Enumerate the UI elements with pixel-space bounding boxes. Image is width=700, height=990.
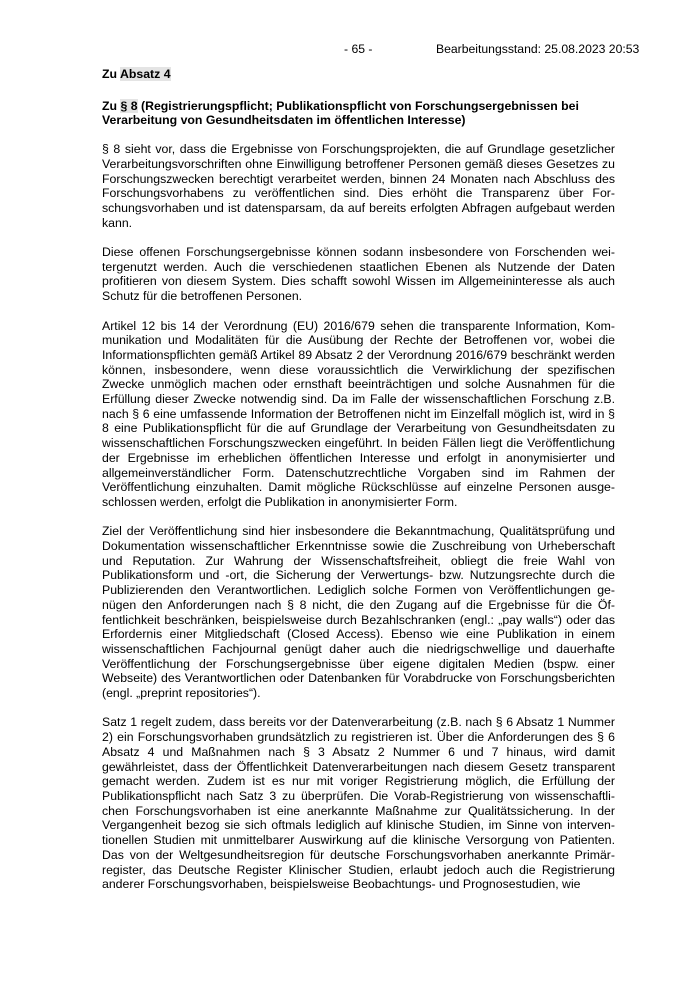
heading-section-prefix: Zu xyxy=(102,98,121,113)
paragraph: § 8 sieht vor, dass die Ergebnisse von Forschungsprojekten, die auf Grundlage gesetzlicher Verarbeitungsvorschriften ohne Einwilligung betroffener Personen gemäß dieses Gesetzes zu Forschungszwecken berechtigt verarbeitet werden, binnen 24 Monaten nach Abschluss des Forschungsvorhabens zu veröffentlichen sind. Dies erhöht die Transparenz über Forschungsvorhaben und ist datensparsam, da auf bereits erfolgten Abfragen aufgebaut werden kann. xyxy=(102,142,615,230)
page-header xyxy=(0,41,700,57)
heading-absatz xyxy=(102,67,615,82)
paragraph: Artikel 12 bis 14 der Verordnung (EU) 2016/679 sehen die transparente Information, Kommunikation und Modalitäten für die Ausübung der Rechte der Betroffenen vor, wobei die Informationspflichten gemäß Artikel 89 Absatz 2 der Verordnung 2016/679 beschränkt werden können, insbesondere, wenn diese voraussichtlich die Verwirklichung der spezifischen Zwecke unmöglich machen oder ernsthaft beeinträchtigen und solche Ausnahmen für die Erfüllung dieser Zwecke notwendig sind. Da im Falle der wissenschaftlichen Forschung z.B. nach § 6 eine umfassende Information der Betroffenen nicht im Einzelfall möglich ist, wird in § 8 eine Publikationspflicht für die auf Grundlage der Verarbeitung von Gesundheitsdaten zu wissenschaftlichen Forschungszwecken eingeführt. In beiden Fällen liegt die Veröffentlichung der Ergebnisse im erheblichen öffentlichen Interesse und erfolgt in anonymisierter und allgemeinverständlicher Form. Datenschutzrechtliche Vorgaben sind im Rahmen der Veröffentlichung einzuhalten. Damit mögliche Rückschlüsse auf einzelne Personen ausgeschlossen werden, erfolgt die Publikation in anonymisierter Form. xyxy=(102,318,615,509)
heading-section xyxy=(102,99,615,128)
heading-absatz-prefix: Zu xyxy=(102,67,120,81)
heading-absatz-highlight: Absatz 4 xyxy=(119,67,171,81)
paragraph: Satz 1 regelt zudem, dass bereits vor der Datenverarbeitung (z.B. nach § 6 Absatz 1 Nummer 2) ein Forschungsvorhaben grundsätzlich zu registrieren ist. Über die Anforderungen des § 6 Absatz 4 und Maßnahmen nach § 3 Absatz 2 Nummer 6 und 7 hinaus, wird damit gewährleistet, dass der Öffentlichkeit Datenverarbeitungen nach diesem Gesetz transparent gemacht werden. Zudem ist es nur mit voriger Registrierung möglich, die Erfüllung der Publikationspflicht nach Satz 3 zu überprüfen. Die Vorab-Registrierung von wissenschaftlichen Forschungsvorhaben ist eine anerkannte Maßnahme zur Qualitätssicherung. In der Vergangenheit bezog sie sich oftmals lediglich auf klinische Studien, im Sinne von interventionellen Studien mit unmittelbarer Auswirkung auf die klinische Versorgung von Patienten. Das von der Weltgesundheitsregion für deutsche Forschungsvorhaben anerkannte Primärregister, das Deutsche Register Klinischer Studien, erlaubt jedoch auch die Registrierung anderer Forschungsvorhaben, beispielsweise Beobachtungs- und Prognosestudien, wie xyxy=(102,715,615,892)
heading-section-highlight: § 8 xyxy=(120,98,138,113)
heading-section-title: (Registrierungspflicht; Publikationspflicht von Forschungsergebnissen bei Verarbeitung von Gesundheitsdaten im öffentlichen Interesse) xyxy=(102,98,579,128)
document-body xyxy=(102,67,615,907)
paragraph: Diese offenen Forschungsergebnisse können sodann insbesondere von Forschenden weitergenutzt werden. Auch die verschiedenen staatlichen Ebenen als Nutzende der Daten profitieren von diesem System. Dies schafft sowohl Wissen im Allgemeininteresse als auch Schutz für die betroffenen Personen. xyxy=(102,245,615,304)
paragraph: Ziel der Veröffentlichung sind hier insbesondere die Bekanntmachung, Qualitätsprüfung und Dokumentation wissenschaftlicher Erkenntnisse sowie die Zuschreibung von Urheberschaft und Reputation. Zur Wahrung der Wissenschaftsfreiheit, obliegt die freie Wahl von Publikationsform und -ort, die Sicherung der Verwertungs- bzw. Nutzungsrechte durch die Publizierenden den Verantwortlichen. Lediglich solche Formen von Veröffentlichungen genügen den Anforderungen nach § 8 nicht, die den Zugang auf die Ergebnisse für die Öffentlichkeit beschränken, beispielsweise durch Bezahlschranken (engl.: „pay walls“) oder das Erfordernis einer Mitgliedschaft (Closed Access). Ebenso wie eine Publikation in einem wissenschaftlichen Fachjournal genügt daher auch die niedrigschwellige und dauerhafte Veröffentlichung der Forschungsergebnisse über eigene digitalen Medien (bspw. einer Webseite) des Verantwortlichen oder Datenbanken für Vorabdrucke von Forschungsberichten (engl. „preprint repositories“). xyxy=(102,524,615,701)
page-number: - 65 - xyxy=(344,42,373,56)
editing-status: Bearbeitungsstand: 25.08.2023 20:53 xyxy=(436,42,640,56)
